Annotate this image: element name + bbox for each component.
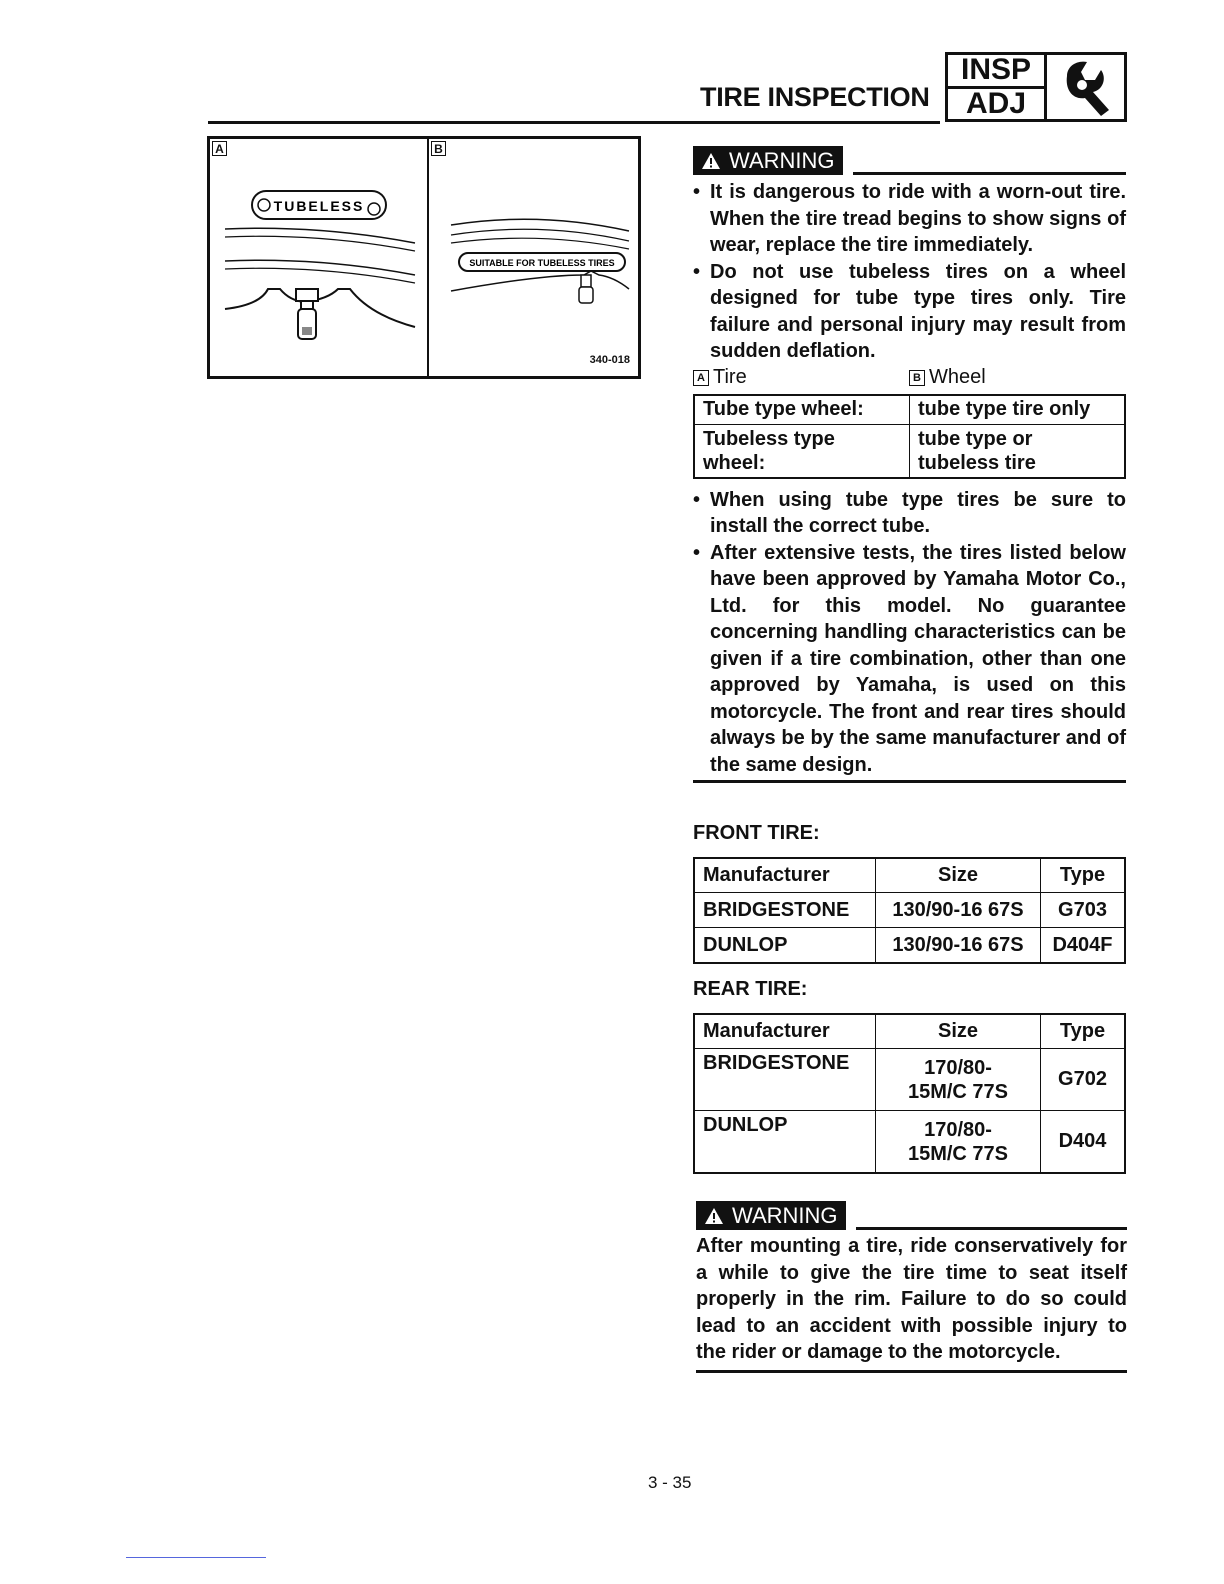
column-header: Manufacturer [694,1014,876,1049]
warning-rule [856,1227,1127,1230]
warning-triangle-icon [704,1207,724,1225]
warning-rule [853,172,1126,175]
table-cell: 130/90-16 67S [876,928,1041,964]
column-header: Size [876,1014,1041,1049]
warning-block-1 [693,146,1126,783]
compatibility-table [693,394,1126,479]
warning-text: After mounting a tire, ride conservatively for a while to give the tire time to seat itself properly in the rim. Failure to do so could lead to an accident with possible injury to the rider or damage to the motorcycle. [696,1235,1127,1363]
warning-block-2 [696,1201,1127,1373]
table-header-row [694,858,1125,893]
legend-key: A [693,370,709,386]
table-cell: DUNLOP [694,928,876,964]
figure-legend [693,365,1126,391]
section-badge-top: INSP [948,55,1044,89]
warning-label: WARNING [729,147,835,173]
table-cell: 170/80-15M/C 77S [876,1111,1041,1174]
legend-label: Tire [713,366,747,388]
section-badge [945,52,1127,122]
legend-label: Wheel [929,366,986,388]
table-row [694,928,1125,964]
warning-badge [696,1201,846,1230]
table-cell: G702 [1041,1049,1126,1111]
table-cell: D404 [1041,1111,1126,1174]
front-tire-table [693,857,1126,964]
table-row [694,893,1125,928]
warning-end-rule [696,1370,1127,1373]
warning-bullet: • After extensive tests, the tires listed below have been approved by Yamaha Motor Co., Ltd. for this model. No guarantee concerning handling characteristics can be given if a tire combination, other than one approved by Yamaha, is used on this motorcycle. The front and rear tires should always be by the same manufacturer and of the same design. [693,540,1126,779]
warning-badge [693,146,843,175]
column-header: Manufacturer [694,858,876,893]
table-cell: tube type or tubeless tire [910,424,1126,478]
figure-code: 340-018 [589,354,630,366]
warning-label: WARNING [732,1202,838,1228]
legend-item-wheel [909,366,986,389]
figure-panel-tire [210,139,429,376]
table-cell: Tube type wheel: [694,395,910,425]
warning-bullet: • Do not use tubeless tires on a wheel designed for tube type tires only. Tire failure and personal injury may result from sudden deflation. [693,259,1126,365]
tire-wheel-figure [207,136,641,379]
table-cell: 130/90-16 67S [876,893,1041,928]
front-tire-section [693,822,1126,964]
table-cell: Tubeless type wheel: [694,424,910,478]
header-rule [208,121,940,124]
table-cell: D404F [1041,928,1126,964]
warning-end-rule [693,780,1126,783]
column-header: Type [1041,1014,1126,1049]
table-row [694,424,1125,478]
wheel-illustration [429,139,641,379]
rear-tire-table [693,1013,1126,1174]
wheel-marking: SUITABLE FOR TUBELESS TIRES [469,258,615,268]
footer-link-line [126,1557,266,1558]
table-row [694,1111,1125,1174]
table-row [694,395,1125,425]
front-tire-title: FRONT TIRE: [693,822,820,844]
warning-bullet: • When using tube type tires be sure to install the correct tube. [693,487,1126,540]
warning-triangle-icon [701,152,721,170]
table-cell: DUNLOP [694,1111,876,1174]
rear-tire-title: REAR TIRE: [693,978,808,1000]
table-row [694,1049,1125,1111]
tire-illustration [210,139,427,379]
figure-label-b: B [431,141,446,156]
table-cell: BRIDGESTONE [694,1049,876,1111]
section-badge-bottom: ADJ [965,86,1026,120]
warning-bullet: • It is dangerous to ride with a worn-out tire. When the tire tread begins to show signs of wear, replace the tire immediately. [693,179,1126,259]
rear-tire-section [693,978,1126,1174]
tire-marking: TUBELESS [273,198,365,214]
page-number: 3 - 35 [648,1473,692,1492]
table-cell: BRIDGESTONE [694,893,876,928]
legend-item-tire [693,366,909,389]
table-cell: 170/80-15M/C 77S [876,1049,1041,1111]
table-header-row [694,1014,1125,1049]
column-header: Size [876,858,1041,893]
figure-panel-wheel [429,139,638,376]
table-cell: G703 [1041,893,1126,928]
column-header: Type [1041,858,1126,893]
legend-key: B [909,370,925,386]
page-title: TIRE INSPECTION [700,82,930,112]
table-cell: tube type tire only [910,395,1126,425]
wrench-icon [1047,55,1124,119]
figure-label-a: A [212,141,227,156]
